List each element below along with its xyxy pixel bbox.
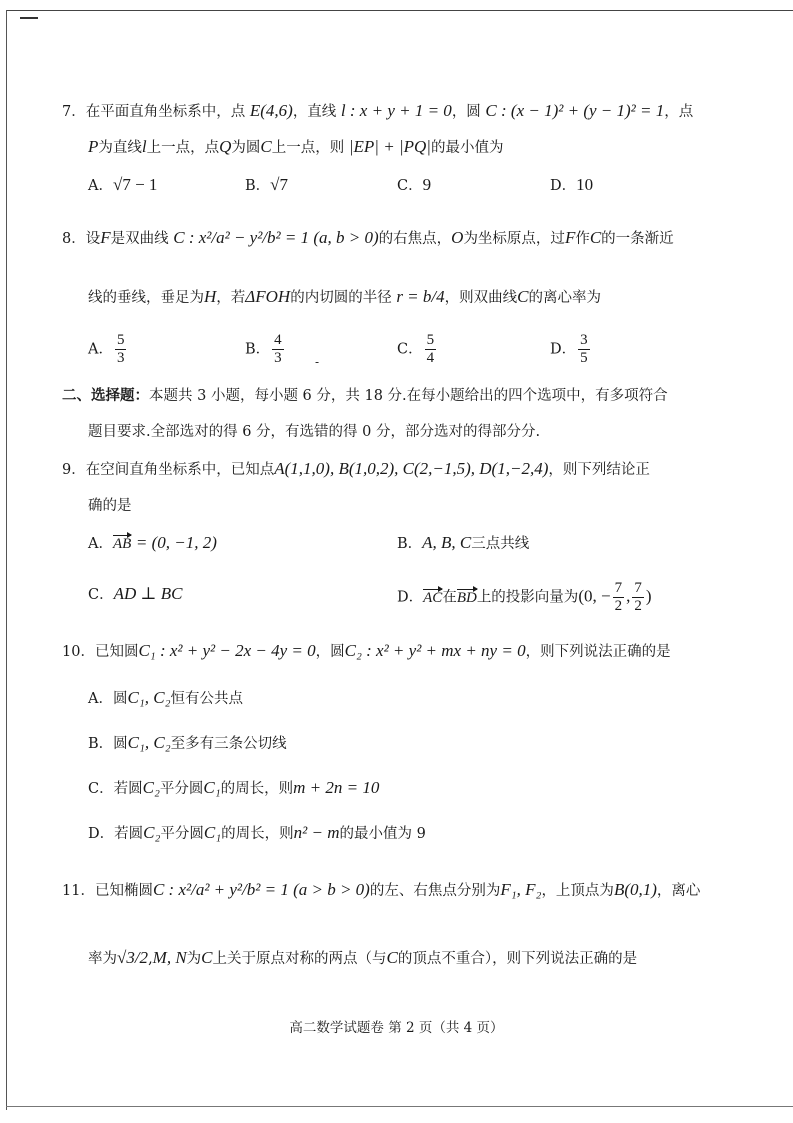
q8-option-c[interactable] [397, 332, 438, 367]
fraction-numerator: 7 [614, 580, 623, 596]
option-math: C₁, C₂ [127, 733, 171, 752]
fraction-denominator: 3 [274, 350, 282, 366]
q11-c: C [201, 948, 213, 967]
option-label: D． [550, 178, 577, 194]
q7-option-d[interactable] [550, 175, 593, 196]
q9-option-b[interactable] [397, 533, 529, 554]
fraction-denominator: 2 [634, 598, 642, 614]
vector-comma: , [626, 586, 631, 606]
q8-text: ，则双曲线 [444, 290, 518, 306]
option-label: B． [245, 178, 271, 194]
option-label: B． [88, 736, 114, 752]
q8-o: O [451, 228, 464, 247]
section-title: 二、选择题： [62, 388, 149, 404]
q8-stem [62, 228, 674, 249]
q8-text: 作 [575, 231, 590, 247]
q9-text: ，则下列结论正 [548, 462, 650, 478]
q10-option-c[interactable] [88, 778, 379, 799]
fraction-denominator: 3 [116, 350, 125, 366]
option-text: 在 [442, 589, 457, 606]
q10-option-b[interactable] [88, 733, 287, 754]
q7-p: P [88, 137, 99, 156]
q7-point-e: E(4,6) [249, 101, 293, 120]
option-math: C₁ [203, 823, 222, 842]
q8-radius: r = b/4 [396, 287, 445, 306]
option-math: m + 2n = 10 [293, 778, 380, 797]
page-border-top [6, 10, 793, 11]
q10-option-d[interactable] [88, 823, 426, 844]
section-instructions: 本题共 3 小题，每小题 6 分，共 18 分.在每小题给出的四个选项中，有多项符合 [149, 388, 668, 404]
option-label: D． [88, 826, 115, 842]
q8-h: H [204, 287, 217, 306]
option-fraction [272, 332, 284, 367]
q8-option-a[interactable] [88, 332, 128, 367]
q11-text: 率为 [88, 951, 117, 967]
option-text: 平分圆 [159, 781, 204, 797]
option-math: n² − m [293, 823, 340, 842]
option-text: 上的投影向量为 [476, 589, 579, 606]
q7-circle-c: C : (x − 1)² + (y − 1)² = 1 [485, 101, 665, 120]
q7-l: l [141, 137, 147, 156]
option-label: C． [397, 341, 423, 358]
q11-number: 11． [62, 883, 95, 899]
corner-mark [20, 17, 38, 19]
q11-c: C [386, 948, 398, 967]
q7-line-l: l : x + y + 1 = 0 [340, 101, 452, 120]
q8-text: 的右焦点， [378, 231, 452, 247]
section-2-heading-line2 [88, 422, 540, 442]
section-2-heading [62, 386, 668, 406]
q10-circle-c2: C₂ : x² + y² + mx + ny = 0 [344, 641, 526, 660]
option-text: 的周长，则 [221, 826, 294, 842]
q11-text: ，离心 [656, 883, 701, 899]
q7-text: 上一点，则 [271, 140, 345, 156]
q11-stem [62, 880, 700, 901]
option-label: A． [88, 341, 113, 358]
q8-c: C [589, 228, 602, 247]
option-fraction [115, 332, 127, 367]
q8-text: 线的垂线，垂足为 [88, 290, 204, 306]
q11-text: 为 [186, 951, 202, 967]
option-fraction [632, 580, 644, 615]
q9-text: 在空间直角坐标系中，已知点 [85, 462, 275, 478]
q8-option-b[interactable] [245, 332, 286, 367]
q11-text: 已知椭圆 [94, 883, 153, 899]
q11-text: , [148, 951, 153, 967]
stray-mark: - [315, 355, 320, 369]
option-math: C₂ [143, 823, 161, 842]
option-text: 的周长，则 [220, 781, 294, 797]
section-instructions: 题目要求.全部选对的得 6 分，有选错的得 0 分，部分选对的得部分分. [88, 424, 541, 440]
q7-text: ，点 [664, 104, 694, 120]
option-label: D． [397, 589, 424, 606]
q10-text: 已知圆 [94, 644, 139, 660]
q8-text: 是双曲线 [110, 231, 169, 247]
q10-stem [62, 641, 671, 662]
option-math: C₁, C₂ [127, 688, 171, 707]
q8-option-d[interactable] [550, 332, 592, 367]
option-fraction [578, 332, 590, 367]
q8-text: 的一条渐近 [601, 231, 674, 247]
q7-text: 的最小值为 [430, 140, 504, 156]
q7-text: 在平面直角坐标系中，点 [85, 104, 246, 120]
q10-text: ，则下列说法正确的是 [525, 644, 671, 660]
vector-close: ) [645, 586, 652, 606]
q10-number: 10． [62, 644, 95, 660]
q7-q: Q [219, 137, 232, 156]
option-math: C₁ [203, 778, 221, 797]
q10-circle-c1: C₁ : x² + y² − 2x − 4y = 0 [138, 641, 316, 660]
q7-text: 为直线 [98, 140, 142, 156]
option-text: 若圆 [114, 826, 144, 842]
q11-vertex: B(0,1) [613, 880, 657, 899]
q9-text: 确的是 [88, 498, 132, 514]
q11-stem-line2 [88, 948, 637, 969]
q8-text: 的内切圆的半径 [290, 290, 392, 306]
option-text: 圆 [113, 736, 128, 752]
option-label: C． [88, 587, 114, 603]
q7-expr: |EP| + |PQ| [348, 137, 431, 156]
q8-text: 的离心率为 [528, 290, 601, 306]
q11-eccentricity: √3/2 [117, 948, 149, 967]
q9-option-d[interactable] [397, 580, 651, 615]
option-text: 圆 [112, 691, 128, 707]
q7-text: ，直线 [292, 104, 337, 120]
q10-text: ，圆 [315, 644, 345, 660]
q9-option-a[interactable] [88, 533, 217, 554]
q11-text: 的顶点不重合），则下列说法正确的是 [397, 951, 638, 967]
option-text: 的最小值为 9 [339, 826, 426, 842]
q7-text: 为圆 [231, 140, 261, 156]
q8-text: 设 [85, 231, 101, 247]
option-text: 至多有三条公切线 [170, 736, 287, 752]
option-label: A． [88, 691, 113, 707]
option-label: A． [88, 536, 113, 552]
option-label: C． [88, 781, 114, 797]
fraction-numerator: 5 [116, 332, 125, 348]
vector-bd: BD [456, 589, 477, 606]
fraction-denominator: 4 [426, 350, 435, 366]
option-math: A, B, C [422, 533, 472, 552]
option-math: C₂ [142, 778, 160, 797]
option-label: A． [88, 178, 113, 194]
option-value: √7 − 1 [112, 175, 158, 194]
q7-option-b[interactable] [245, 175, 288, 196]
page-border-bottom [6, 1106, 793, 1107]
q7-number: 7． [62, 104, 86, 120]
fraction-numerator: 5 [426, 332, 435, 348]
q8-text: 为坐标原点，过 [463, 231, 565, 247]
q11-text: 的左、右焦点分别为 [369, 883, 501, 899]
q8-hyperbola: C : x²/a² − y²/b² = 1 (a, b > 0) [173, 228, 379, 247]
fraction-denominator: 2 [614, 598, 623, 614]
q7-stem-line2 [88, 137, 503, 158]
page-border-left [6, 10, 7, 1110]
q9-stem [62, 459, 650, 480]
option-value: 9 [422, 175, 432, 194]
q10-option-a[interactable] [88, 688, 243, 709]
option-fraction [613, 580, 625, 615]
option-text: 若圆 [113, 781, 143, 797]
page-footer: 高二数学试题卷 第 2 页（共 4 页） [289, 1020, 504, 1036]
vector-open: (0, − [578, 586, 611, 606]
option-text: 恒有公共点 [170, 691, 243, 707]
option-value: = (0, −1, 2) [135, 533, 217, 552]
option-text: 平分圆 [160, 826, 204, 842]
fraction-denominator: 5 [580, 350, 588, 366]
q8-f: F [564, 228, 576, 247]
q8-c: C [517, 287, 529, 306]
q8-stem-line2 [88, 287, 601, 308]
q9-stem-line2 [88, 496, 132, 516]
vector-ab: AB [112, 536, 132, 552]
fraction-numerator: 3 [580, 332, 588, 348]
q7-text: ，圆 [451, 104, 481, 120]
option-label: B． [397, 536, 423, 552]
option-value: √7 [270, 175, 288, 194]
q8-f: F [100, 228, 111, 247]
q9-points: A(1,1,0), B(1,0,2), C(2,−1,5), D(1,−2,4) [274, 459, 549, 478]
q11-ellipse: C : x²/a² + y²/b² = 1 (a > b > 0) [152, 880, 370, 899]
q7-option-c[interactable] [397, 175, 431, 196]
vector-ac: AC [423, 589, 443, 606]
q11-mn: M, N [152, 948, 187, 967]
option-math: AD ⊥ BC [113, 584, 183, 603]
q9-option-c[interactable] [88, 584, 182, 605]
q11-foci: F₁, F₂ [500, 880, 542, 899]
fraction-numerator: 4 [274, 332, 282, 348]
q9-number: 9． [62, 462, 86, 478]
option-label: C． [397, 178, 423, 194]
option-label: D． [550, 341, 577, 358]
option-value: 10 [576, 175, 594, 194]
option-text: 三点共线 [471, 536, 530, 552]
q8-triangle: ΔFOH [245, 287, 291, 306]
q7-stem [62, 101, 693, 122]
q11-text: 上关于原点对称的两点（与 [212, 951, 387, 967]
fraction-numerator: 7 [634, 580, 642, 596]
q8-number: 8． [62, 231, 86, 247]
q7-option-a[interactable] [88, 175, 157, 196]
q7-text: 上一点，点 [146, 140, 220, 156]
q11-text: ，上顶点为 [541, 883, 614, 899]
q7-c: C [260, 137, 272, 156]
option-fraction [425, 332, 437, 367]
q8-text: ，若 [216, 290, 246, 306]
option-label: B． [245, 341, 271, 358]
